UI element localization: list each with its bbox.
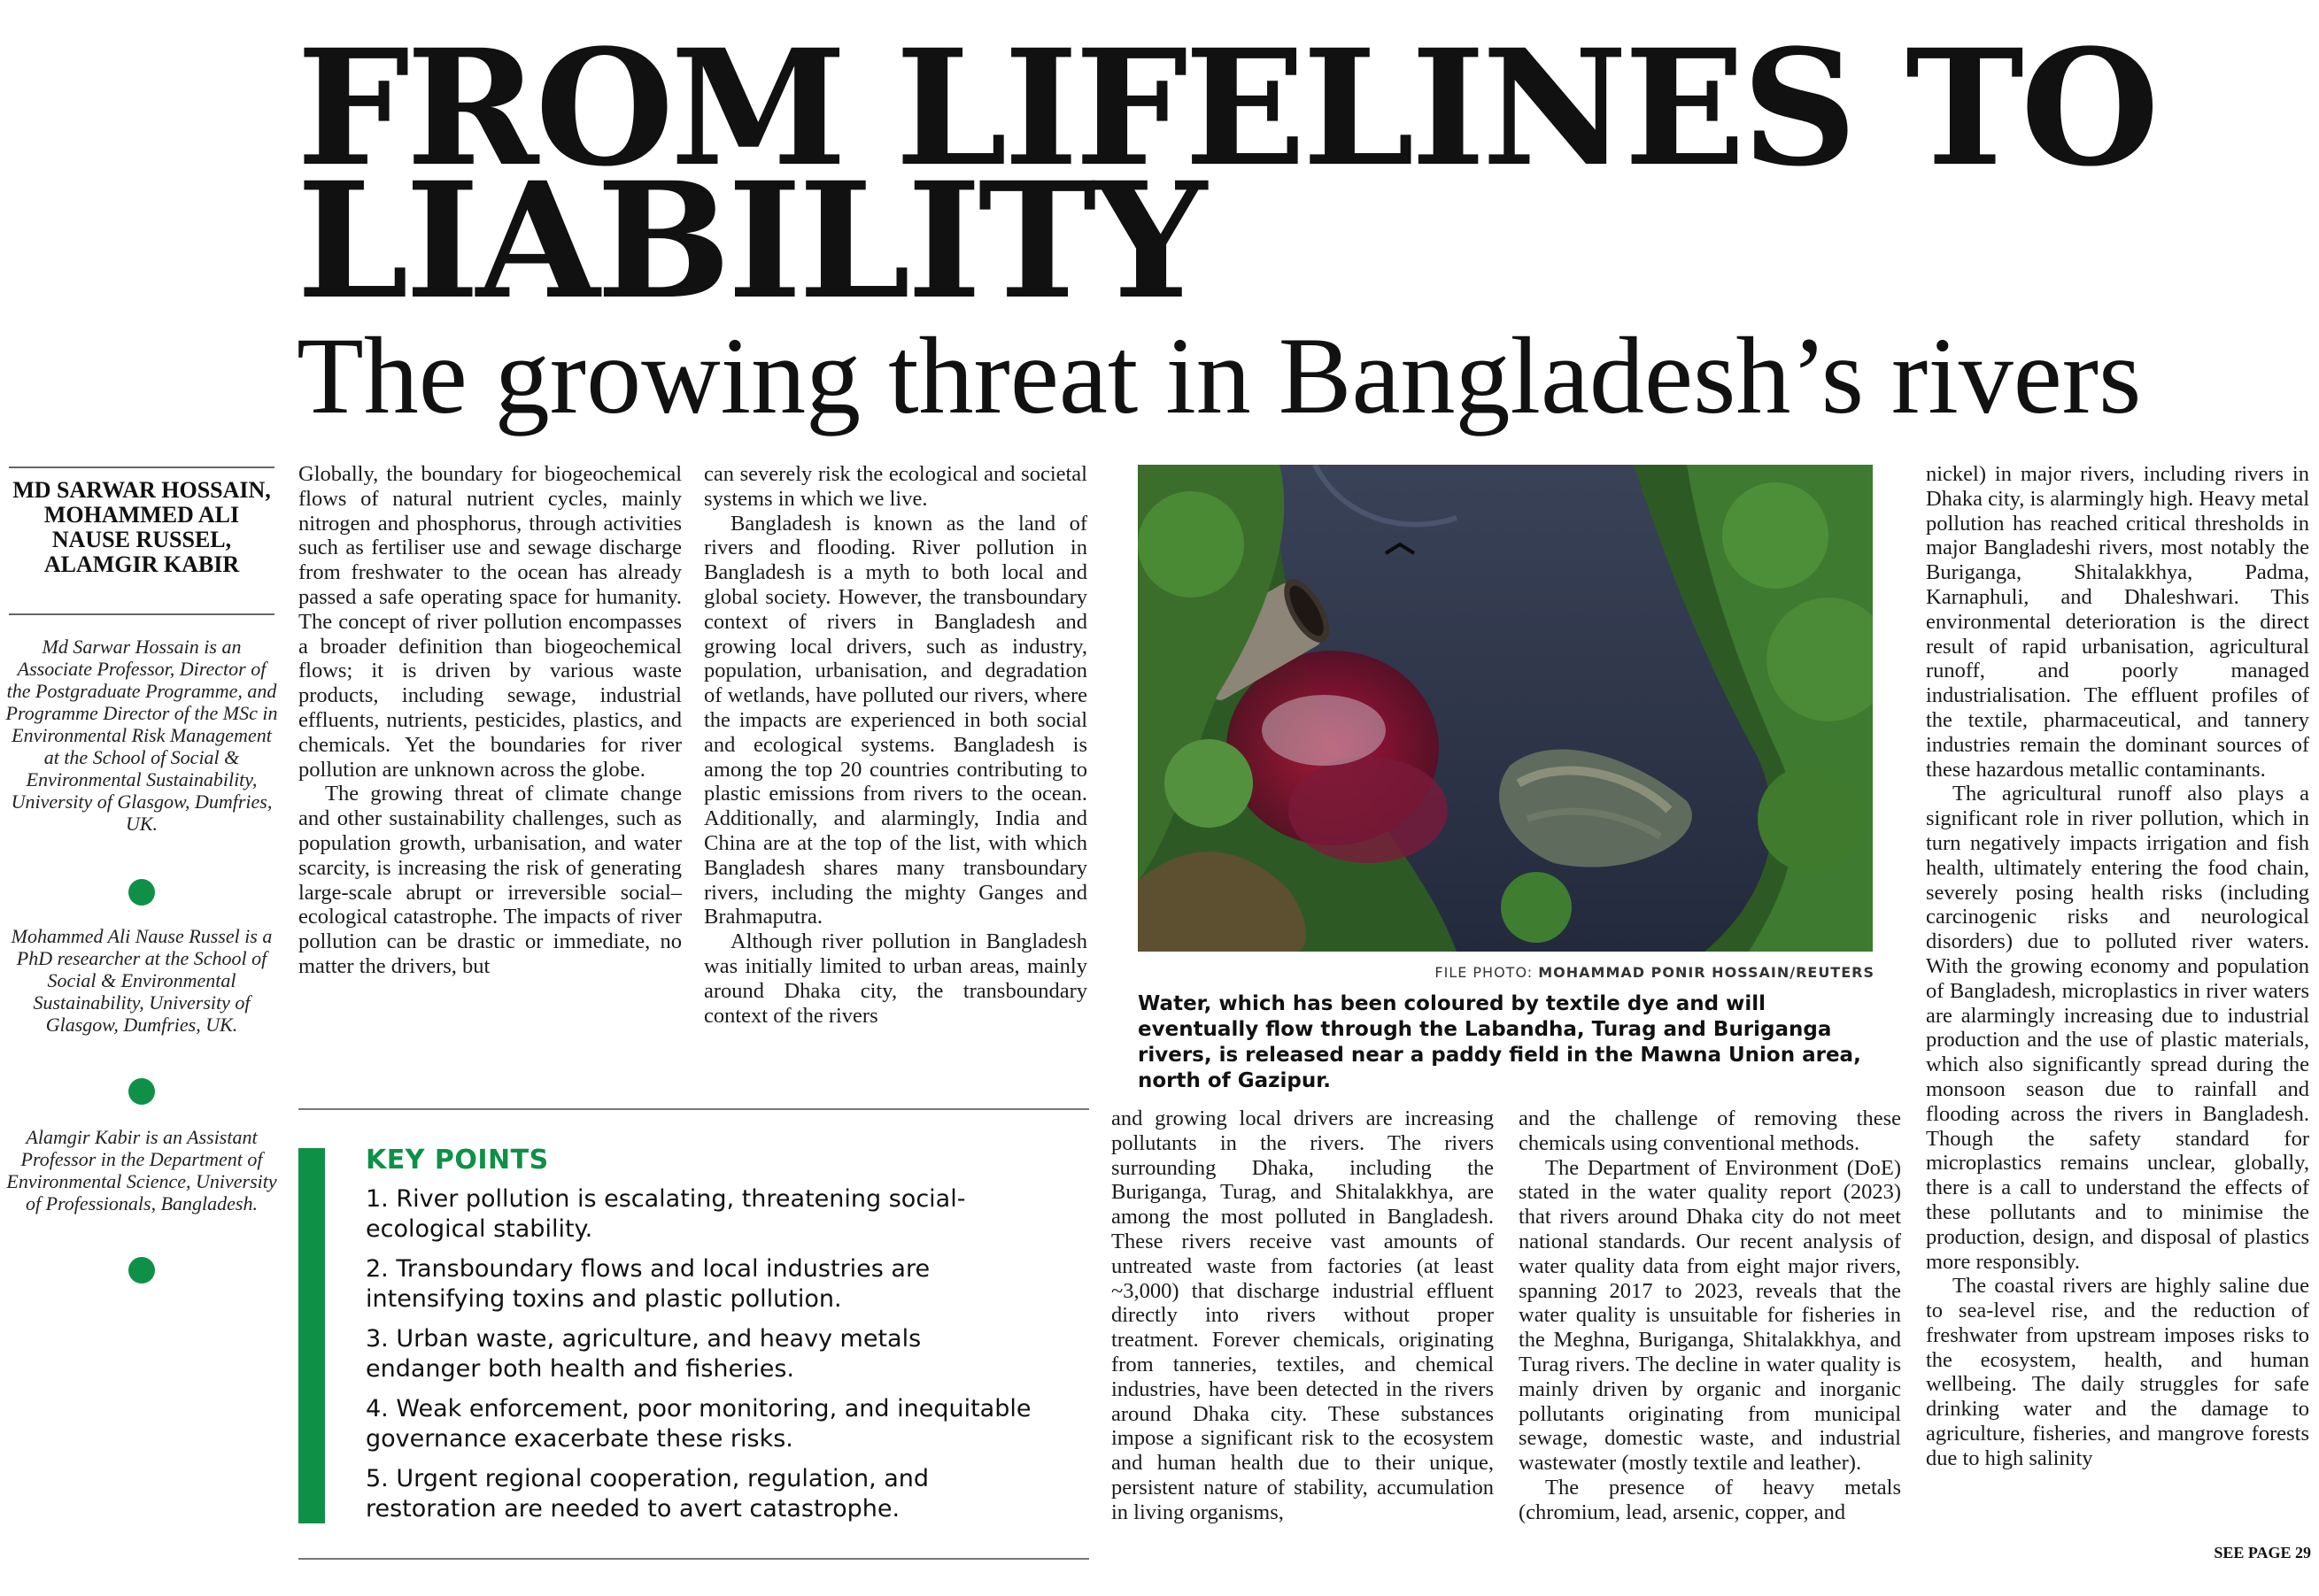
photo-credit-label: FILE PHOTO: xyxy=(1434,964,1534,981)
paragraph: The coastal rivers are highly saline due to sea-level rise, and the reduction of freshwater from upstream imposes risks to the ecosystem, health, and human wellbeing. The daily struggles for safe drinking water and the damage to agriculture, fisheries, and mangrove forests due to high salinity xyxy=(1926,1274,2309,1470)
key-point-item: 5. Urgent regional cooperation, regulation, and restoration are needed to avert catastrophe. xyxy=(366,1465,930,1523)
bullet-dot-2 xyxy=(128,1078,155,1105)
paragraph: The growing threat of climate change and other sustainability challenges, such as population growth, urbanisation, and water scarcity, is increasing the risk of generating large-scale abrupt or irreversible social–ecological catastrophe. The impacts of river pollution can be drastic or immediate, no matter the drivers, but xyxy=(298,782,682,978)
headline-line-2: LIABILITY xyxy=(297,148,1203,335)
key-point-item: 2. Transboundary flows and local industries are intensifying toxins and plastic pollution. xyxy=(366,1255,931,1313)
bullet-dot-1 xyxy=(128,879,155,906)
key-points-top-rule xyxy=(298,1108,1089,1110)
paragraph: and the challenge of removing these chemicals using conventional methods. xyxy=(1519,1106,1901,1155)
paragraph: can severely risk the ecological and societal systems in which we live. xyxy=(704,462,1087,511)
headline xyxy=(297,15,2298,335)
paragraph: The agricultural runoff also plays a significant role in river pollution, which in turn negatively impacts irrigation and fish health, ultimately entering the food chain, severely posing health risks (including carcinogenic risks and neurological disorders) due to polluted river waters. With the growing economy and population of Bangladesh, microplastics in river waters are alarmingly increasing due to industrial production and the use of plastic materials, which also significantly spread during the monsoon season due to rainfall and flooding across the rivers in Bangladesh. Though the safety standard for microplastics remains unclear, globally, there is a call to understand the effects of these pollutants and to minimise the production, design, and disposal of plastics more responsibly. xyxy=(1926,782,2309,1274)
body-column-1 xyxy=(298,462,682,979)
river-photo xyxy=(1138,465,1873,952)
key-points-title: KEY POINTS xyxy=(366,1145,549,1176)
paragraph: The presence of heavy metals (chromium, lead, arsenic, copper, and xyxy=(1519,1475,1901,1524)
key-points-list xyxy=(366,1184,1039,1534)
key-points-accent-bar xyxy=(298,1148,325,1523)
author-bio-2: Mohammed Ali Nause Russel is a PhD researcher at the School of Social & Environmental Sustainability, University of Glasgow, Dumfries, UK. xyxy=(11,925,273,1036)
author-bio-1: Md Sarwar Hossain is an Associate Professor, Director of the Postgraduate Programme, and Programme Director of the MSc in Environmental Risk Management at the School of Social & Environmental Sustainability, University of Glasgow, Dumfries, UK. xyxy=(5,636,278,835)
subheadline: The growing threat in Bangladesh’s rivers xyxy=(297,315,2142,436)
body-column-4 xyxy=(1519,1106,1901,1525)
river-photo-illustration xyxy=(1138,465,1873,952)
photo-caption: Water, which has been coloured by textile dye and will eventually flow through the Labandha, Turag and Buriganga rivers, is released near a paddy field in the Mawna Union area, north of Gazipur. xyxy=(1138,992,1861,1092)
body-column-5 xyxy=(1926,462,2309,1471)
body-column-3 xyxy=(1111,1106,1494,1525)
see-page-link[interactable]: SEE PAGE 29 xyxy=(2214,1544,2311,1561)
author-bio-3: Alamgir Kabir is an Assistant Professor in the Department of Environmental Science, University of Professionals, Bangladesh. xyxy=(6,1126,277,1214)
paragraph: Although river pollution in Bangladesh was initially limited to urban areas, mainly around Dhaka city, the transboundary context of the rivers xyxy=(704,929,1087,1028)
byline-bottom-rule xyxy=(9,613,274,615)
photo-credit-name: MOHAMMAD PONIR HOSSAIN/REUTERS xyxy=(1538,964,1875,981)
paragraph: The Department of Environment (DoE) stated in the water quality report (2023) that rivers around Dhaka city do not meet national standards. Our recent analysis of water quality data from eight major rivers, spanning 2017 to 2023, reveals that the water quality is unsuitable for fisheries in the Meghna, Buriganga, Shitalakkhya, and Turag rivers. The decline in water quality is mainly driven by organic and inorganic pollutants originating from municipal sewage, domestic waste, and industrial wastewater (mostly textile and leather). xyxy=(1519,1155,1901,1476)
byline-top-rule xyxy=(9,466,274,468)
photo-credit xyxy=(1138,964,1875,981)
key-point-item: 1. River pollution is escalating, threatening social-ecological stability. xyxy=(366,1185,966,1243)
byline: MD SARWAR HOSSAIN, MOHAMMED ALI NAUSE RUSSEL, ALAMGIR KABIR xyxy=(12,477,271,577)
paragraph: and growing local drivers are increasing pollutants in the rivers. The rivers surrounding Dhaka, including the Buriganga, Turag, and Shitalakkhya, are among the most polluted in Bangladesh. These rivers receive vast amounts of untreated waste from factories (at least ~3,000) that discharge industrial effluent directly into rivers without proper treatment. Forever chemicals, originating from tanneries, textiles, and chemical industries, have been detected in the rivers around Dhaka city. These substances impose a significant risk to the ecosystem and human health due to their unique, persistent nature of stability, accumulation in living organisms, xyxy=(1111,1106,1494,1524)
paragraph: nickel) in major rivers, including rivers in Dhaka city, is alarmingly high. Heavy metal pollution has reached critical thresholds in major Bangladeshi rivers, most notably the Buriganga, Shitalakkhya, Padma, Karnaphuli, and Dhaleshwari. This environmental deterioration is the direct result of rapid urbanisation, agricultural runoff, and poorly managed industrialisation. The effluent profiles of the textile, pharmaceutical, and tannery industries remain the dominant sources of these hazardous metallic contaminants. xyxy=(1926,462,2309,782)
bullet-dot-3 xyxy=(128,1257,155,1284)
body-column-2 xyxy=(704,462,1087,1028)
paragraph: Globally, the boundary for biogeochemical flows of natural nutrient cycles, mainly nitrogen and phosphorus, through activities such as fertiliser use and sewage discharge from freshwater to the ocean has already passed a safe operating space for humanity. The concept of river pollution encompasses a broader definition than biogeochemical flows; it is driven by various waste products, including sewage, industrial effluents, nutrients, pesticides, plastics, and chemicals. Yet the boundaries for river pollution are unknown across the globe. xyxy=(298,462,682,782)
key-points-bottom-rule xyxy=(298,1558,1089,1560)
paragraph: Bangladesh is known as the land of rivers and flooding. River pollution in Bangladesh is a myth to both local and global society. However, the transboundary context of rivers in Bangladesh and growing local drivers, such as industry, population, urbanisation, and degradation of wetlands, have polluted our rivers, where the impacts are experienced in both social and ecological systems. Bangladesh is among the top 20 countries contributing to plastic emissions from rivers to the ocean. Additionally, and alarmingly, India and China are at the top of the list, with which Bangladesh shares many transboundary rivers, including the mighty Ganges and Brahmaputra. xyxy=(704,511,1087,929)
key-point-item: 3. Urban waste, agriculture, and heavy metals endanger both health and fisheries. xyxy=(366,1325,922,1383)
key-point-item: 4. Weak enforcement, poor monitoring, and inequitable governance exacerbate these risks. xyxy=(366,1395,1032,1453)
headline-line-1: FROM LIFELINES TO xyxy=(297,15,2156,202)
